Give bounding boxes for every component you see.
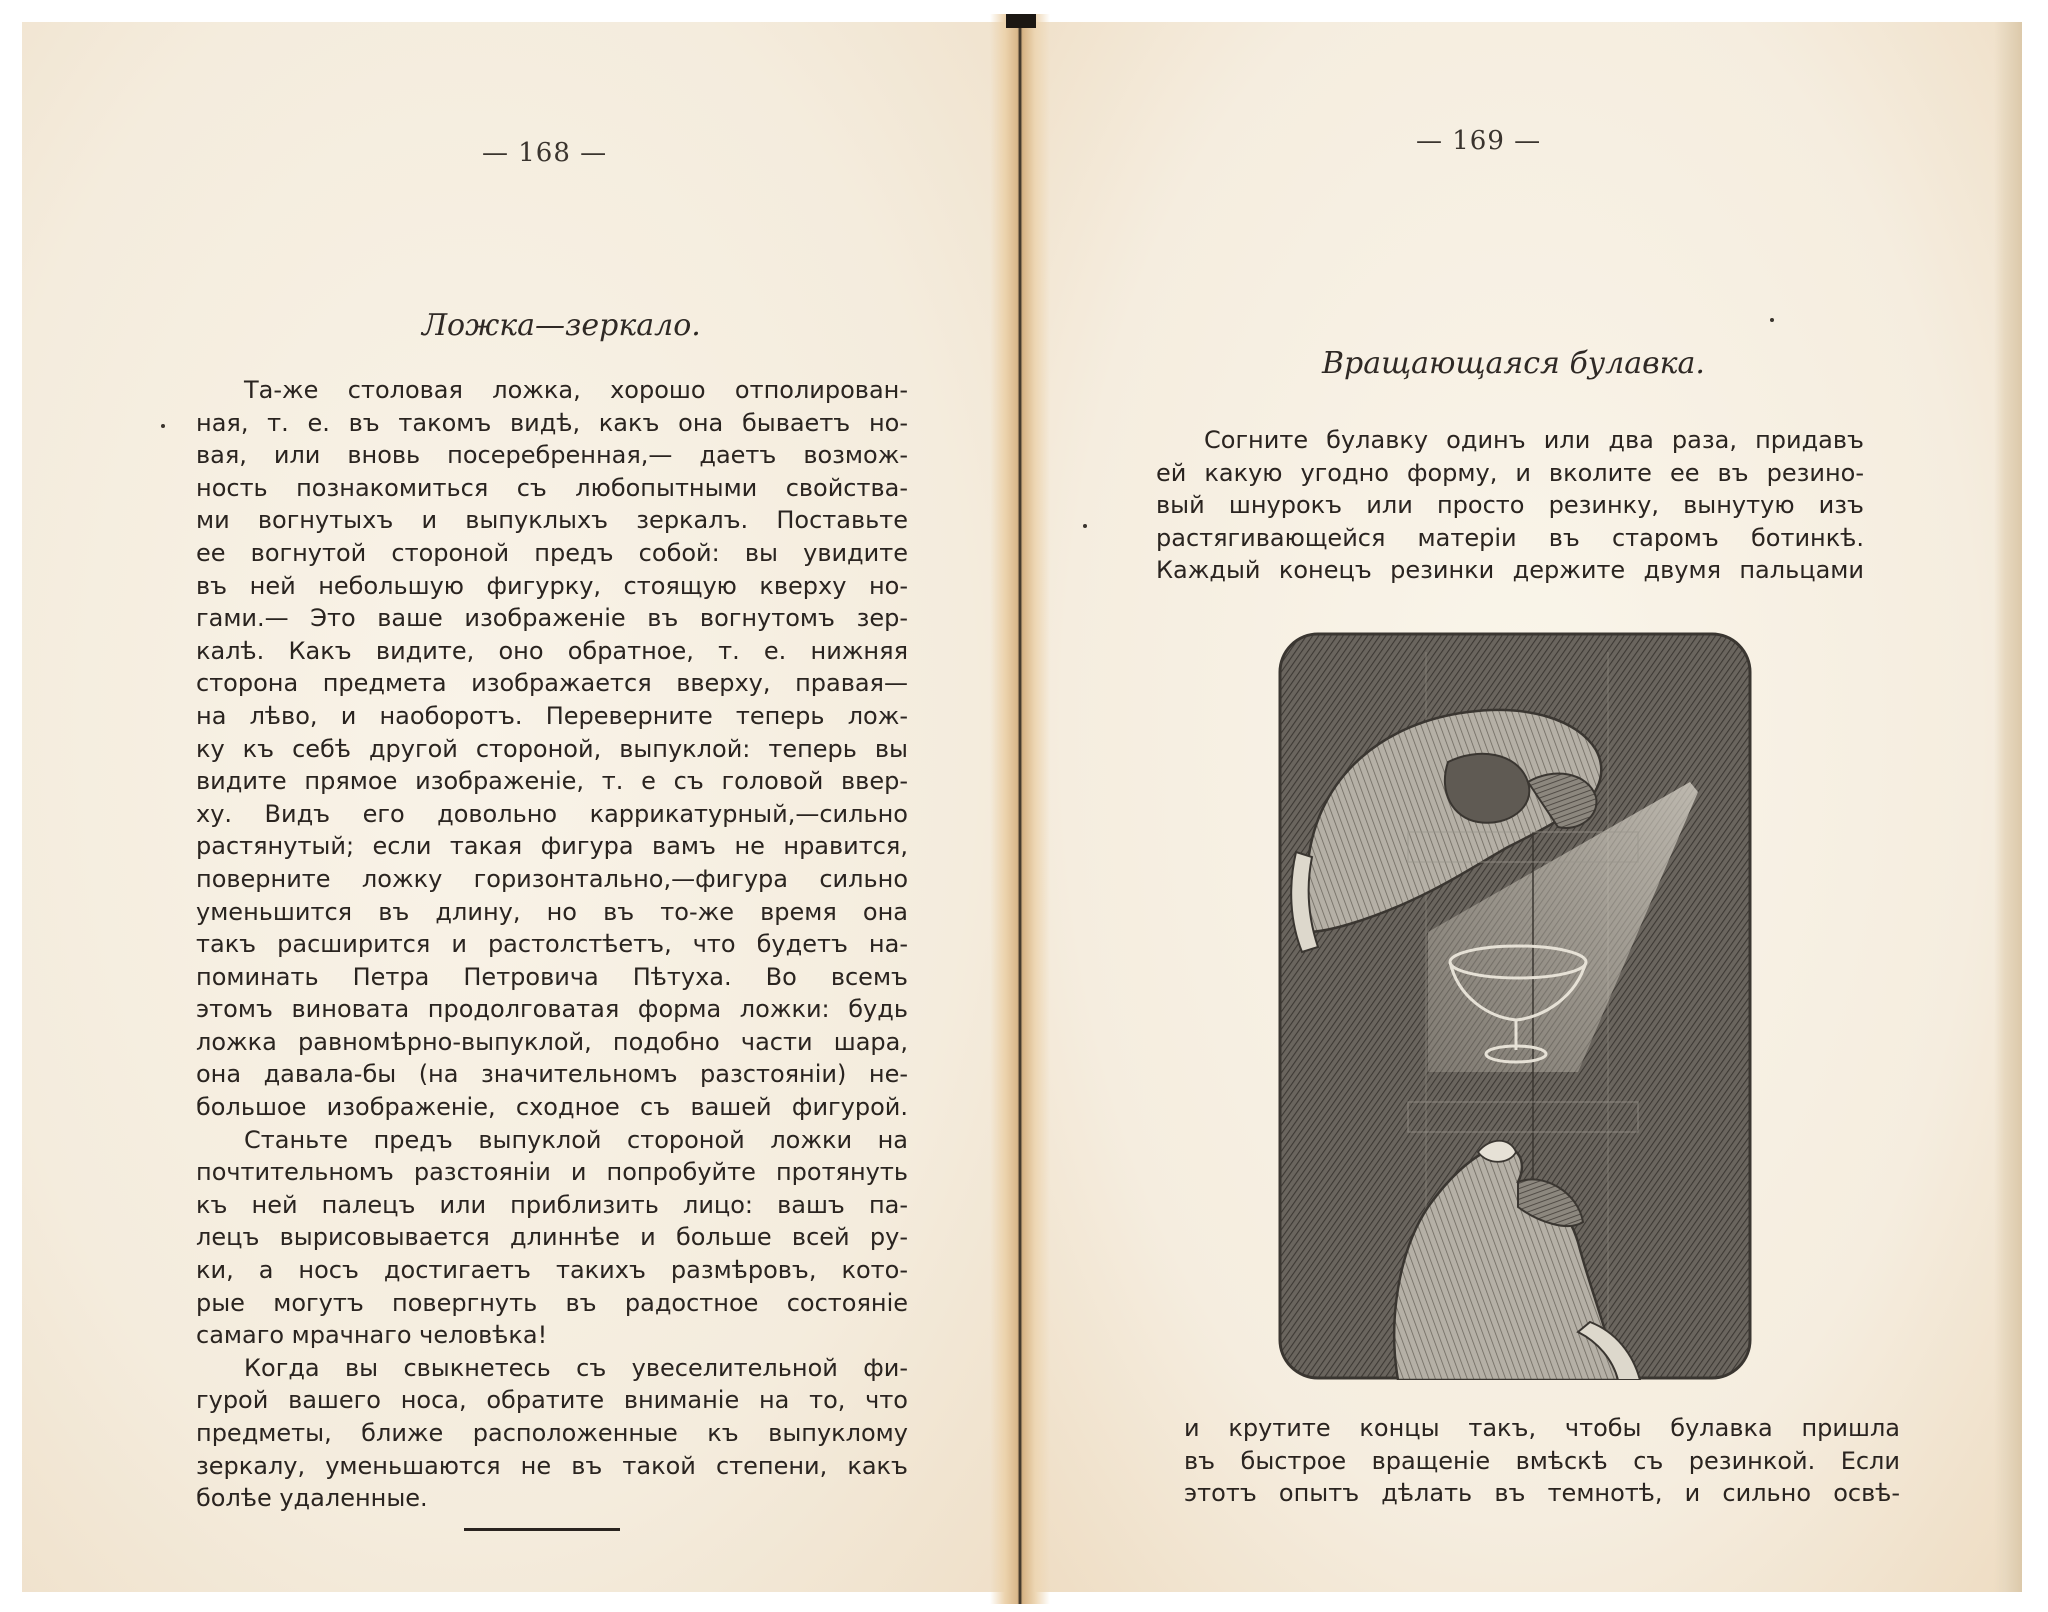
- ink-speck: [161, 424, 165, 428]
- ink-speck: [1770, 318, 1774, 322]
- ink-speck: [1083, 524, 1087, 528]
- text-line: и крутите концы такъ, чтобы булавка пришла: [1184, 1414, 1900, 1442]
- text-line: въ ней небольшую фигурку, стоящую кверху но-: [196, 571, 908, 600]
- text-line: ку къ себѣ другой стороной, выпуклой: теперь вы: [196, 734, 908, 763]
- right-body-text-bottom: [1184, 1412, 1900, 1510]
- text-line: Станьте предъ выпуклой стороной ложки на: [244, 1125, 908, 1154]
- text-line: предметы, ближе расположенные къ выпуклому: [196, 1419, 908, 1447]
- spinning-pin-engraving: [1278, 632, 1752, 1380]
- text-line: такъ расширится и растолстѣетъ, что будетъ на-: [196, 930, 908, 959]
- page-number-right: — 169 —: [1416, 126, 1542, 156]
- text-line: ху. Видъ его довольно каррикатурный,—сильно: [196, 799, 908, 828]
- text-line: лецъ вырисовывается длиннѣе и больше всей ру-: [196, 1223, 908, 1252]
- text-line: въ быстрое вращенiе вмѣскѣ съ резинкой. Если: [1184, 1446, 1900, 1475]
- section-end-rule: [464, 1528, 620, 1531]
- page-edge: [1994, 22, 2022, 1592]
- text-line: растянутый; если такая фигура вамъ не нравится,: [196, 832, 908, 861]
- book-gutter: [990, 14, 1050, 1604]
- text-line: она давала-бы (на значительномъ разстоянiи) не-: [196, 1060, 908, 1089]
- text-line: этомъ виновата продолговатая форма ложки: будь: [196, 995, 908, 1024]
- text-line: самаго мрачнаго человѣка!: [196, 1321, 548, 1350]
- spine-top: [1006, 14, 1036, 28]
- text-line: уменьшится въ длину, но въ то-же время она: [196, 897, 908, 926]
- text-line: поминать Петра Петровича Пѣтуха. Во всемъ: [196, 962, 908, 991]
- text-line: къ ней палецъ или приблизить лицо: вашъ па-: [196, 1190, 908, 1219]
- text-line: болѣе удаленные.: [196, 1484, 428, 1513]
- text-line: ми вогнутыхъ и выпуклыхъ зеркалъ. Поставьте: [196, 506, 908, 535]
- chapter-title-left: Ложка—зеркало.: [422, 308, 701, 343]
- text-line: ки, а носъ достигаетъ такихъ размѣровъ, кото-: [196, 1256, 908, 1285]
- text-line: гурой вашего носа, обратите вниманiе на то, что: [196, 1386, 908, 1415]
- text-line: вая, или вновь посеребренная,— даетъ возмож-: [196, 441, 908, 470]
- text-line: ная, т. е. въ такомъ видѣ, какъ она бываетъ но-: [196, 408, 908, 437]
- text-line: ей какую угодно форму, и вколите ее въ резино-: [1156, 458, 1864, 487]
- text-line: ность познакомиться съ любопытными свойства-: [196, 473, 908, 502]
- text-line: гами.— Это ваше изображенiе въ вогнутомъ зер-: [196, 604, 908, 633]
- left-body-text: [196, 374, 908, 1515]
- text-line: ее вогнутой стороной предъ собой: вы увидите: [196, 538, 908, 567]
- text-line: калѣ. Какъ видите, оно обратное, т. е. нижняя: [196, 636, 908, 665]
- text-line: Когда вы свыкнетесь съ увеселительной фи-: [244, 1353, 908, 1382]
- text-line: Та-же столовая ложка, хорошо отполирован-: [244, 376, 908, 404]
- chapter-title-right: Вращающаяся булавка.: [1322, 346, 1705, 381]
- text-line: большое изображенiе, сходное съ вашей фигурой.: [196, 1093, 908, 1122]
- text-line: зеркалу, уменьшаются не въ такой степени, какъ: [196, 1451, 908, 1480]
- text-line: растягивающейся матерiи въ старомъ ботинкѣ.: [1156, 523, 1864, 552]
- text-line: Каждый конецъ резинки держите двумя пальцами: [1156, 556, 1864, 585]
- right-body-text-top: [1156, 424, 1864, 587]
- text-line: этотъ опытъ дѣлать въ темнотѣ, и сильно освѣ-: [1184, 1479, 1900, 1508]
- text-line: вый шнурокъ или просто резинку, вынутую изъ: [1156, 491, 1864, 520]
- text-line: сторона предмета изображается вверху, правая—: [196, 669, 908, 698]
- text-line: рые могутъ повергнуть въ радостное состоянiе: [196, 1288, 908, 1317]
- text-line: Согните булавку одинъ или два раза, придавъ: [1204, 426, 1864, 454]
- text-line: ложка равномѣрно-выпуклой, подобно части шара,: [196, 1027, 908, 1056]
- text-line: почтительномъ разстоянiи и попробуйте протянуть: [196, 1158, 908, 1187]
- text-line: видите прямое изображенiе, т. е съ головой ввер-: [196, 767, 908, 796]
- page-number-left: — 168 —: [482, 138, 608, 168]
- text-line: поверните ложку горизонтально,—фигура сильно: [196, 864, 908, 893]
- text-line: на лѣво, и наоборотъ. Переверните теперь лож-: [196, 701, 908, 730]
